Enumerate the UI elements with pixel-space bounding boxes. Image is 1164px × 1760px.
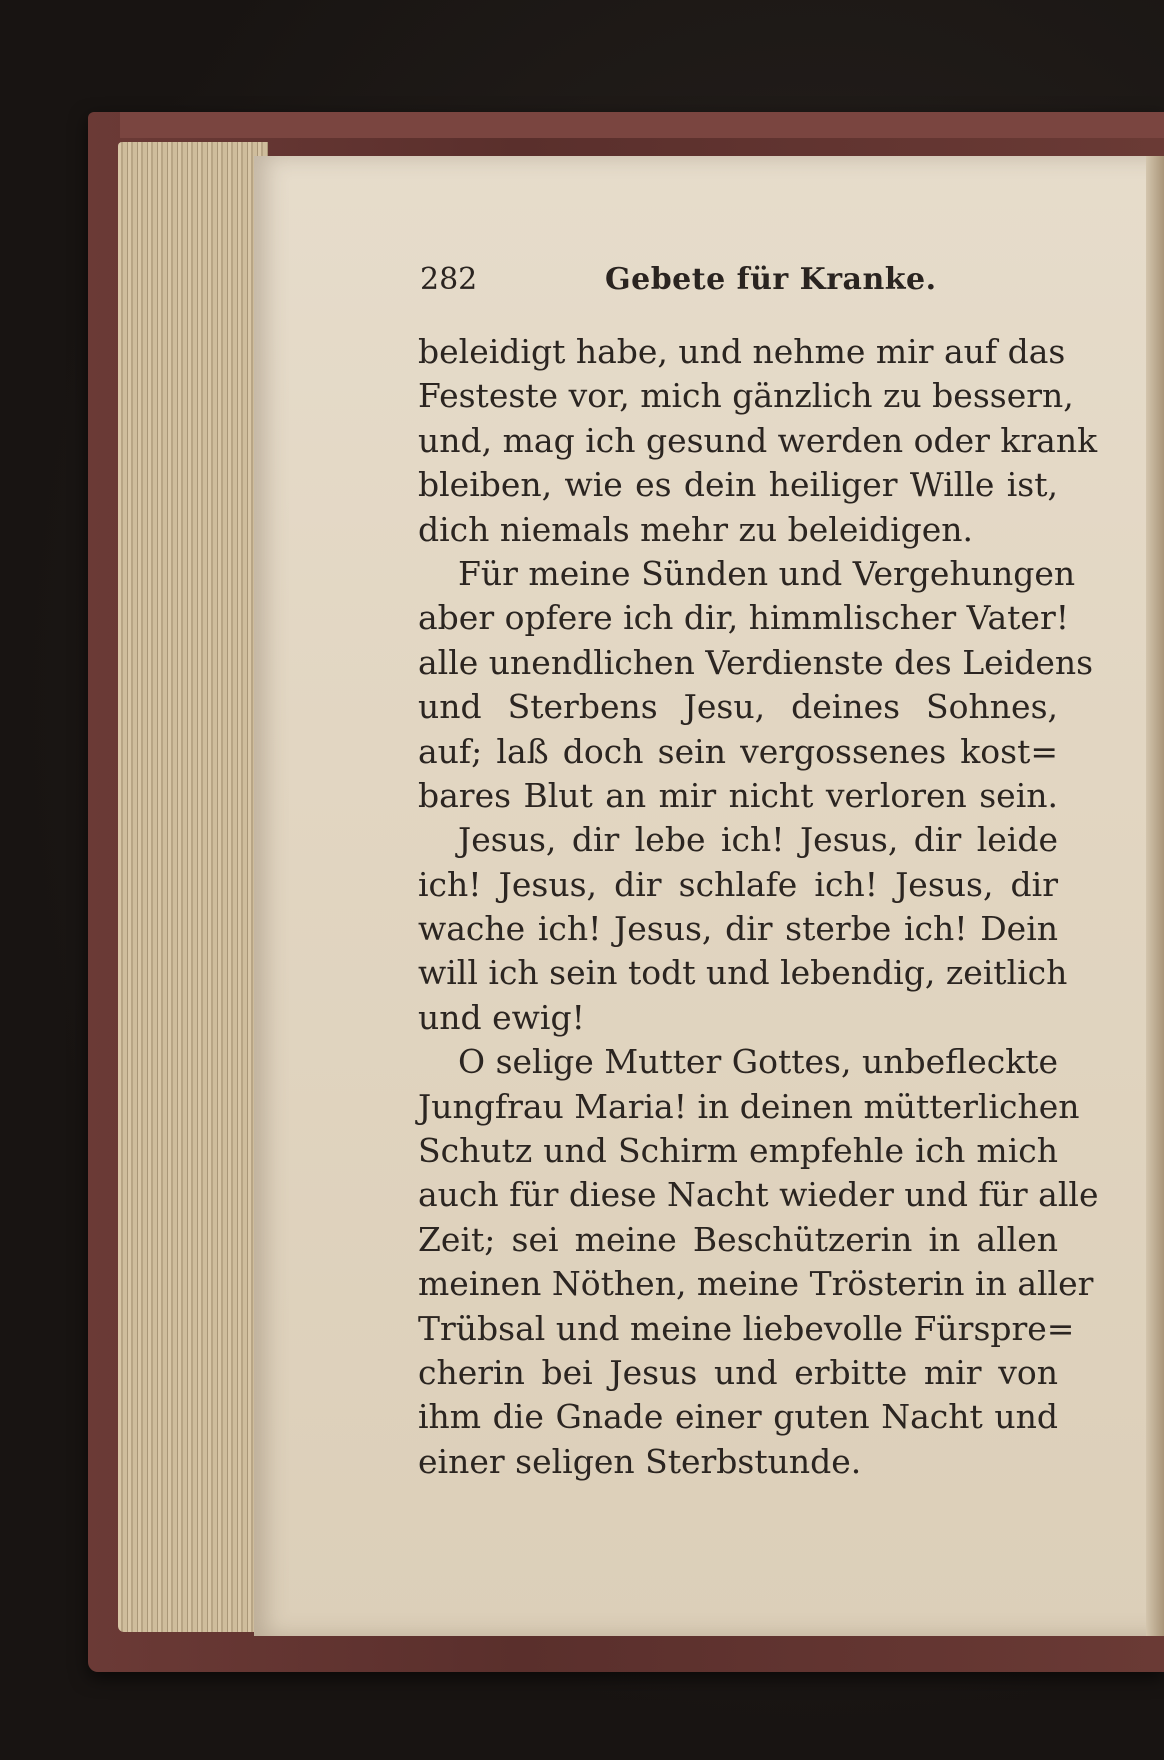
page-gutter-right: [1146, 156, 1164, 1636]
text-line: Für meine Sünden und Vergehungen: [458, 553, 1076, 593]
text-line: cherin bei Jesus und erbitte mir von: [418, 1352, 1058, 1392]
text-line: auch für diese Nacht wieder und für alle: [418, 1175, 1099, 1215]
text-line: Schutz und Schirm empfehle ich mich: [418, 1131, 1058, 1171]
text-line: will ich sein todt und lebendig, zeitlich: [418, 953, 1068, 993]
text-line: bleiben, wie es dein heiliger Wille ist,: [418, 465, 1058, 505]
text-line: Festeste vor, mich gänzlich zu bessern,: [418, 376, 1074, 416]
text-line: einer seligen Sterbstunde.: [418, 1441, 862, 1481]
text-line: Zeit; sei meine Beschützerin in allen: [418, 1219, 1058, 1259]
text-line: alle unendlichen Verdienste des Leidens: [418, 642, 1094, 682]
text-line: ich! Jesus, dir schlafe ich! Jesus, dir: [418, 864, 1058, 904]
text-line: meinen Nöthen, meine Trösterin in aller: [418, 1264, 1094, 1304]
text-line: wache ich! Jesus, dir sterbe ich! Dein: [418, 909, 1058, 949]
text-line: und ewig!: [418, 997, 585, 1037]
text-line: und Sterbens Jesu, deines Sohnes,: [418, 687, 1058, 727]
text-line: auf; laß doch sein vergossenes kost=: [418, 731, 1058, 771]
page-header: [420, 262, 1060, 312]
text-line: Trübsal und meine liebevolle Fürspre=: [418, 1308, 1075, 1348]
text-line: beleidigt habe, und nehme mir auf das: [418, 332, 1066, 371]
page-number: 282: [420, 262, 478, 297]
text-line: O selige Mutter Gottes, unbefleckte: [458, 1042, 1058, 1082]
book-cover-top-edge: [120, 112, 1164, 138]
text-line: aber opfere ich dir, himmlischer Vater!: [418, 598, 1069, 638]
text-line: ihm die Gnade einer guten Nacht und: [418, 1397, 1058, 1437]
text-line: und, mag ich gesund werden oder krank: [418, 420, 1098, 460]
text-line: Jungfrau Maria! in deinen mütterlichen: [418, 1086, 1080, 1126]
body-text: [418, 330, 1099, 1484]
text-line: Jesus, dir lebe ich! Jesus, dir leide: [458, 820, 1058, 860]
text-line: bares Blut an mir nicht verloren sein.: [418, 775, 1058, 815]
page-stack-edge: [118, 142, 268, 1632]
text-line: dich niemals mehr zu beleidigen.: [418, 509, 974, 549]
running-title: Gebete für Kranke.: [605, 262, 937, 297]
